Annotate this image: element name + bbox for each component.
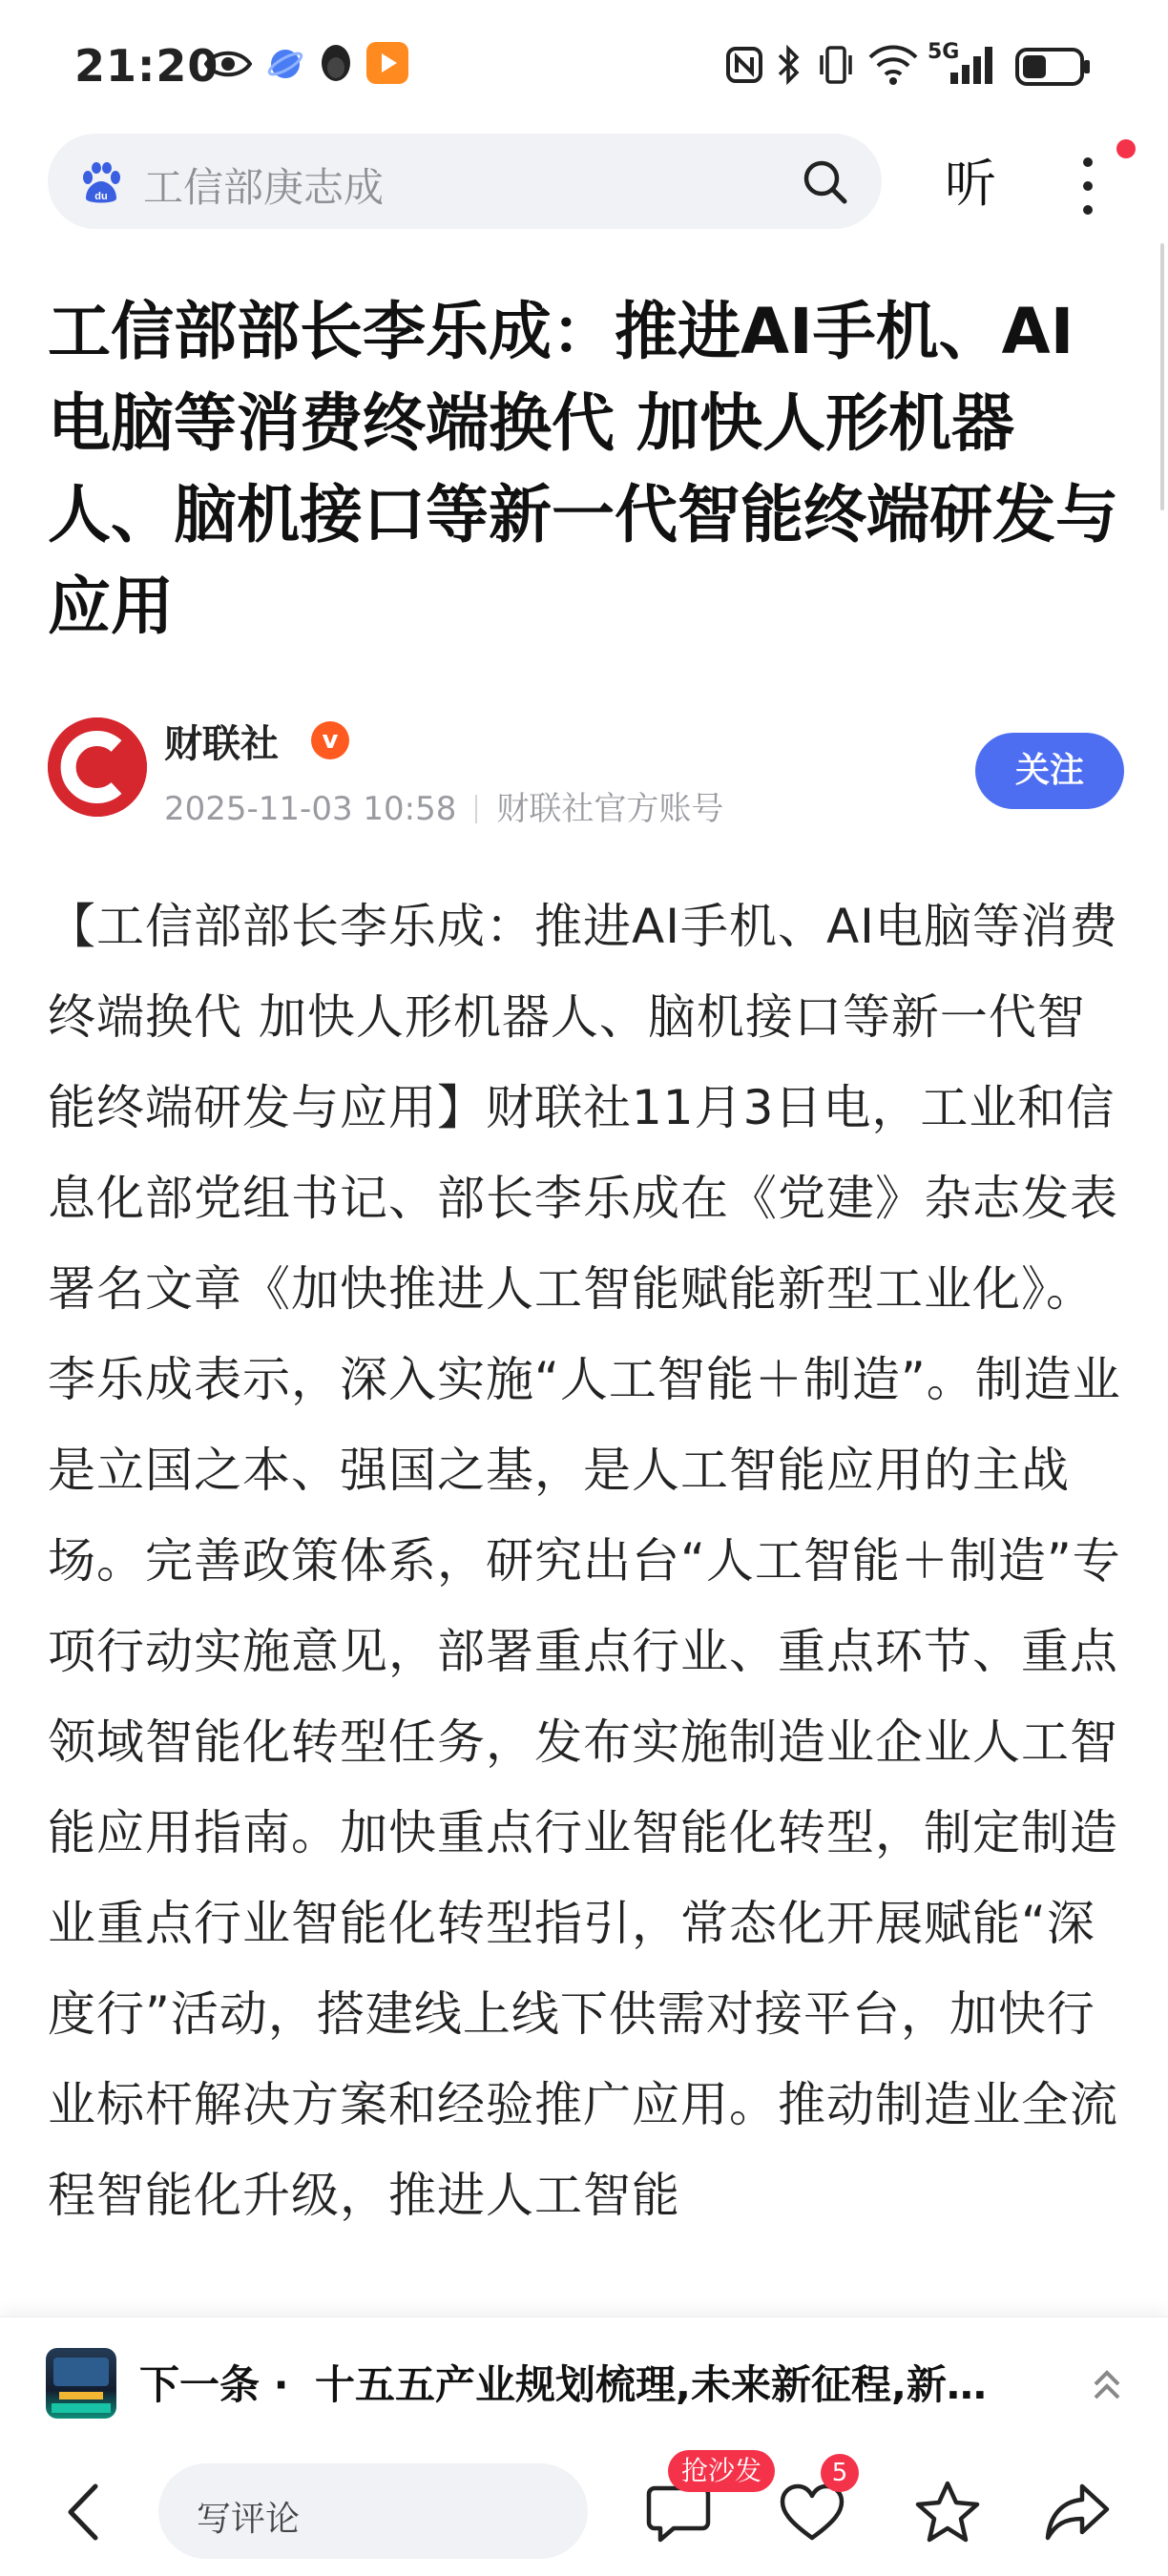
sofa-badge: 抢沙发 <box>668 2450 775 2492</box>
wifi-icon <box>866 42 920 86</box>
nfc-icon <box>725 46 763 84</box>
like-count-badge: 5 <box>821 2454 859 2492</box>
next-article-title[interactable]: 十五五产业规划梳理,未来新征程,新… <box>315 2361 987 2408</box>
star-icon[interactable] <box>914 2479 981 2545</box>
search-icon[interactable] <box>802 158 849 206</box>
search-input[interactable]: 工信部庚志成 <box>143 164 385 211</box>
listen-button[interactable]: 听 <box>945 154 996 214</box>
more-vertical-icon[interactable] <box>1069 153 1107 219</box>
svg-text:du: du <box>94 191 108 202</box>
status-bar <box>0 0 1168 134</box>
baidu-paw-icon <box>78 160 124 206</box>
battery-icon <box>1015 48 1092 86</box>
comment-input[interactable]: 写评论 <box>197 2500 301 2539</box>
vibrate-icon <box>817 44 855 86</box>
bottom-toolbar <box>0 2446 1168 2576</box>
meta-divider <box>475 795 477 823</box>
thumbnail-graphic-icon <box>46 2348 116 2419</box>
penguin-app-icon <box>317 42 355 84</box>
planet-app-icon <box>267 46 303 82</box>
article-meta <box>164 782 723 829</box>
share-icon[interactable] <box>1044 2481 1111 2544</box>
status-time: 21:20 <box>74 40 219 92</box>
5g-signal-icon <box>950 44 1000 86</box>
bluetooth-icon <box>777 44 802 86</box>
follow-button[interactable]: 关注 <box>975 733 1124 809</box>
article-title: 工信部部长李乐成：推进AI手机、AI电脑等消费终端换代 加快人形机器人、脑机接口等新一代智能终端研发与应用 <box>48 295 1118 643</box>
next-article-thumbnail <box>46 2348 116 2419</box>
scroll-indicator[interactable] <box>1160 243 1164 510</box>
video-app-icon <box>366 42 408 84</box>
cls-logo-icon <box>48 717 147 817</box>
double-chevron-up-icon[interactable] <box>1088 2365 1126 2403</box>
article-body: 【工信部部长李乐成：推进AI手机、AI电脑等消费终端换代 加快人形机器人、脑机接口等新一代智能终端研发与应用】财联社11月3日电，工业和信息化部党组书记、部长李乐成在《党建》杂志发表署名文章《加快推进人工智能赋能新型工业化》。李乐成表示，深入实施“人工智能＋制造”。制造业是立国之本、强国之基，是人工智能应用的主战场。完善政策体系，研究出台“人工智能＋制造”专项行动实施意见，部署重点行业、重点环节、重点领域智能化转型任务，发布实施制造业企业人工智能应用指南。加快重点行业智能化转型，制定制造业重点行业智能化转型指引，常态化开展赋能“深度行”活动，搭建线上线下供需对接平台，加快行业标杆解决方案和经验推广应用。推动制造业全流程智能化升级，推进人工智能 <box>48 899 1121 2223</box>
verified-badge: v <box>311 721 349 759</box>
publish-time: 2025-11-03 10:58 <box>164 790 457 828</box>
notification-dot <box>1116 139 1136 158</box>
comment-input-box[interactable] <box>158 2463 588 2559</box>
back-arrow-icon[interactable] <box>59 2481 107 2544</box>
author-avatar[interactable] <box>48 717 147 817</box>
next-article-label: 下一条 · <box>139 2361 289 2408</box>
next-article-bar[interactable] <box>0 2316 1168 2447</box>
eye-icon <box>204 48 252 80</box>
search-bar[interactable] <box>48 134 882 229</box>
author-name[interactable]: 财联社 <box>164 722 279 766</box>
network-type-label: 5G <box>928 40 960 64</box>
account-type: 财联社官方账号 <box>496 790 724 828</box>
